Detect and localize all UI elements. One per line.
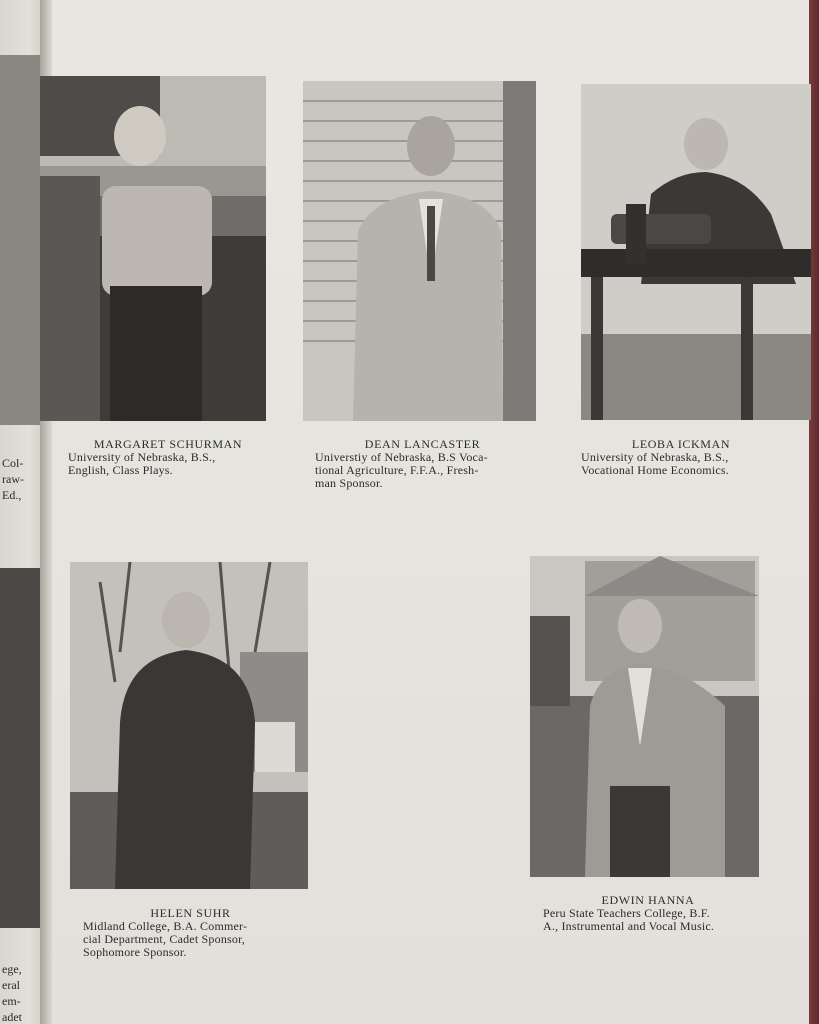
caption-edwin-hanna: [543, 894, 753, 933]
caption-margaret-schurman: [68, 438, 268, 477]
faculty-name: LEOBA ICKMAN: [631, 437, 731, 451]
faculty-description: Universtiy of Nebraska, B.S Voca- tional Agriculture, F.F.A., Fresh- man Sponsor.: [315, 450, 488, 490]
facing-page-text: ege,: [2, 962, 22, 976]
photo-margaret-schurman: [40, 76, 266, 421]
facing-page-text: Ed.,: [2, 488, 22, 502]
faculty-name: MARGARET SCHURMAN: [93, 437, 243, 451]
facing-page-text: eral: [2, 978, 20, 992]
faculty-description: University of Nebraska, B.S., Vocational Home Economics.: [581, 450, 729, 477]
faculty-description: Midland College, B.A. Commer- cial Department, Cadet Sponsor, Sophomore Sponsor.: [83, 919, 248, 959]
facing-page-text: em-: [2, 994, 21, 1008]
facing-page-text: raw-: [2, 472, 24, 486]
faculty-name: HELEN SUHR: [150, 906, 231, 920]
facing-page-photo-bottom: [0, 568, 40, 928]
photo-leoba-ickman: [581, 84, 811, 420]
photo-dean-lancaster: [303, 81, 536, 421]
facing-page-text: Col-: [2, 456, 24, 470]
photo-helen-suhr: [70, 562, 308, 889]
faculty-description: University of Nebraska, B.S., English, Class Plays.: [68, 450, 216, 477]
caption-helen-suhr: [83, 907, 298, 959]
caption-dean-lancaster: [315, 438, 530, 490]
faculty-name: EDWIN HANNA: [601, 893, 695, 907]
photo-edwin-hanna: [530, 556, 759, 877]
caption-leoba-ickman: [581, 438, 781, 477]
faculty-name: DEAN LANCASTER: [364, 437, 481, 451]
facing-page-text: adet: [2, 1010, 22, 1024]
faculty-description: Peru State Teachers College, B.F. A., Instrumental and Vocal Music.: [543, 906, 715, 933]
facing-page-photo-top: [0, 55, 40, 425]
